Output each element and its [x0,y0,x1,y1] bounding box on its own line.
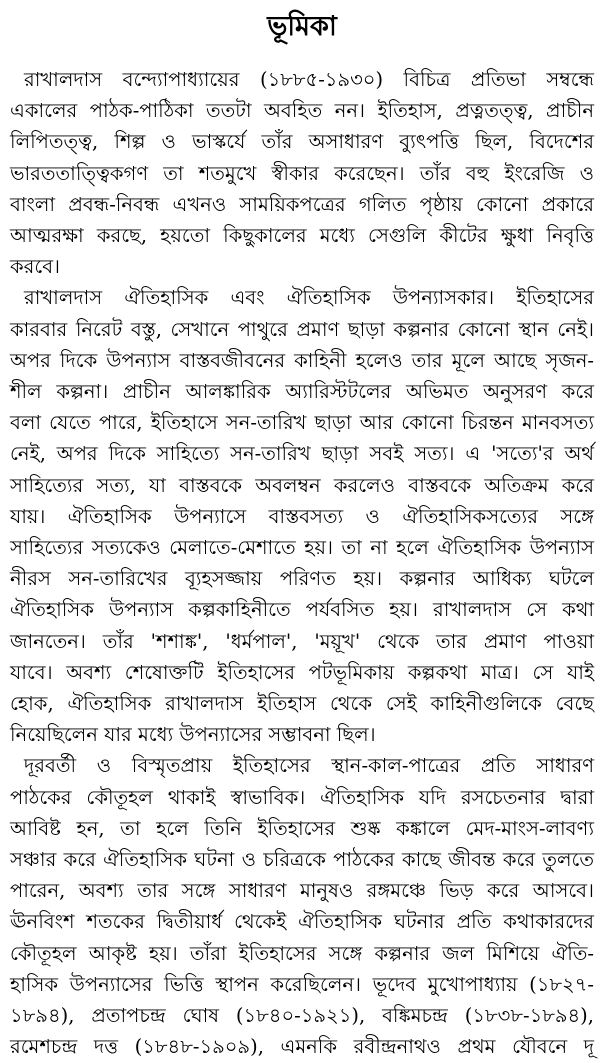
text-line: করবে। [10,255,61,279]
text-line: বাংলা প্রবন্ধ-নিবন্ধ এখনও সাময়িকপত্রের গলিত পৃষ্ঠায় কোনো প্রকারে [10,192,594,216]
text-line: হোক, ঐতিহাসিক রাখালদাস ইতিহাস থেকে সেই কাহিনীগুলিকে বেছে [10,692,594,716]
text-line: ভারততাত্ত্বিকগণ তা শতমুখে স্বীকার করেছেন। তাঁর বহু ইংরেজি ও [10,161,594,185]
text-line: শীল কল্পনা। প্রাচীন আলঙ্কারিক অ্যারিস্টটলের অভিমত অনুসরণ করে [10,380,594,404]
text-line: কৌতূহল আকৃষ্ট হয়। তাঁরা ইতিহাসের সঙ্গে কল্পনার জল মিশিয়ে ঐতি- [10,941,594,965]
text-line: পারেন, অবশ্য তার সঙ্গে সাধারণ মানুষও রঙ্গমঞ্চে ভিড় করে আসবে। [10,879,594,903]
text-line: একালের পাঠক-পাঠিকা ততটা অবহিত নন। ইতিহাস, প্রত্নতত্ত্ব, প্রাচীন [10,99,594,123]
text-line: ১৮৯৪), প্রতাপচন্দ্র ঘোষ (১৮৪০-১৯২১), বঙ্কিমচন্দ্র (১৮৩৮-১৮৯৪), [10,1004,594,1028]
text-line: সাহিত্যের সত্য, যা বাস্তবকে অবলম্বন করলেও বাস্তবকে অতিক্রম করে [10,473,594,497]
text-line: যাবে। অবশ্য শেষোক্তটি ইতিহাসের পটভূমিকায় কল্পকথা মাত্র। সে যাই [10,660,594,684]
text-line: রাখালদাস বন্দ্যোপাধ্যায়ের (১৮৮৫-১৯৩০) বিচিত্র প্রতিভা সম্বন্ধে [24,68,594,91]
text-line: জানতেন। তাঁর 'শশাঙ্ক', 'ধর্মপাল', 'ময়ূখ' থেকে তার প্রমাণ পাওয়া [10,629,594,653]
text-line: কারবার নিরেট বস্তু, সেখানে পাথুরে প্রমাণ ছাড়া কল্পনার কোনো স্থান নেই। [10,317,594,341]
text-line: আবিষ্ট হন, তা হলে তিনি ইতিহাসের শুষ্ক কঙ্কালে মেদ-মাংস-লাবণ্য [10,816,594,840]
paragraph [10,750,594,1062]
text-line: নেই, অপর দিকে সাহিত্যে সন-তারিখ ছাড়া সবই সত্য। এ 'সত্যে'র অর্থ [10,442,594,466]
text-line: সঞ্চার করে ঐতিহাসিক ঘটনা ও চরিত্রকে পাঠকের কাছে জীবন্ত করে তুলতে [10,848,594,872]
paragraph [10,282,594,750]
text-line: আত্মরক্ষা করছে, হয়তো কিছুকালের মধ্যে সেগুলি কীটের ক্ষুধা নিবৃত্তি [10,224,594,248]
text-line: ঊনবিংশ শতকের দ্বিতীয়ার্ধ থেকেই ঐতিহাসিক ঘটনার প্রতি কথাকারদের [10,910,594,934]
paragraph [10,64,594,282]
text-line: লিপিতত্ত্ব, শিল্প ও ভাস্কর্যে তাঁর অসাধারণ ব্যুৎপত্তি ছিল, বিদেশের [10,130,594,154]
text-line: হাসিক উপন্যাসের ভিত্তি স্থাপন করেছিলেন। ভূদেব মুখোপাধ্যায় (১৮২৭- [10,972,594,996]
text-line: ঐতিহাসিক উপন্যাস কল্পকাহিনীতে পর্যবসিত হয়। রাখালদাস সে কথা [10,598,594,622]
text-line: দূরবর্তী ও বিস্মৃতপ্রায় ইতিহাসের স্থান-কাল-পাত্রের প্রতি সাধারণ [24,754,594,778]
text-line: যায়। ঐতিহাসিক উপন্যাসে বাস্তবসত্য ও ঐতিহাসিকসত্যের সঙ্গে [10,504,594,528]
body-text [10,64,594,1063]
text-line: অপর দিকে উপন্যাস বাস্তবজীবনের কাহিনী হলেও তার মূলে আছে সৃজন- [10,348,594,372]
text-line: বলা যেতে পারে, ইতিহাসে সন-তারিখ ছাড়া আর কোনো চিরন্তন মানবসত্য [10,411,594,435]
text-line: পাঠকের কৌতূহল থাকাই স্বাভাবিক। ঐতিহাসিক যদি রসচেতনার দ্বারা [10,785,594,809]
text-line: রাখালদাস ঐতিহাসিক এবং ঐতিহাসিক উপন্যাসকার। ইতিহাসের [24,286,594,310]
text-line: নীরস সন-তারিখের ব্যূহসজ্জায় পরিণত হয়। কল্পনার আধিক্য ঘটলে [10,567,594,591]
text-line: সাহিত্যের সত্যকেও মেলাতে-মেশাতে হয়। তা না হলে ঐতিহাসিক উপন্যাস [10,536,594,560]
text-line: নিয়েছিলেন যার মধ্যে উপন্যাসের সম্ভাবনা ছিল। [10,723,376,747]
page-title: ভূমিকা [267,11,337,42]
text-line: রমেশচন্দ্র দত্ত (১৮৪৮-১৯০৯), এমনকি রবীন্দ্রনাথও প্রথম যৌবনে দূ [10,1035,594,1059]
